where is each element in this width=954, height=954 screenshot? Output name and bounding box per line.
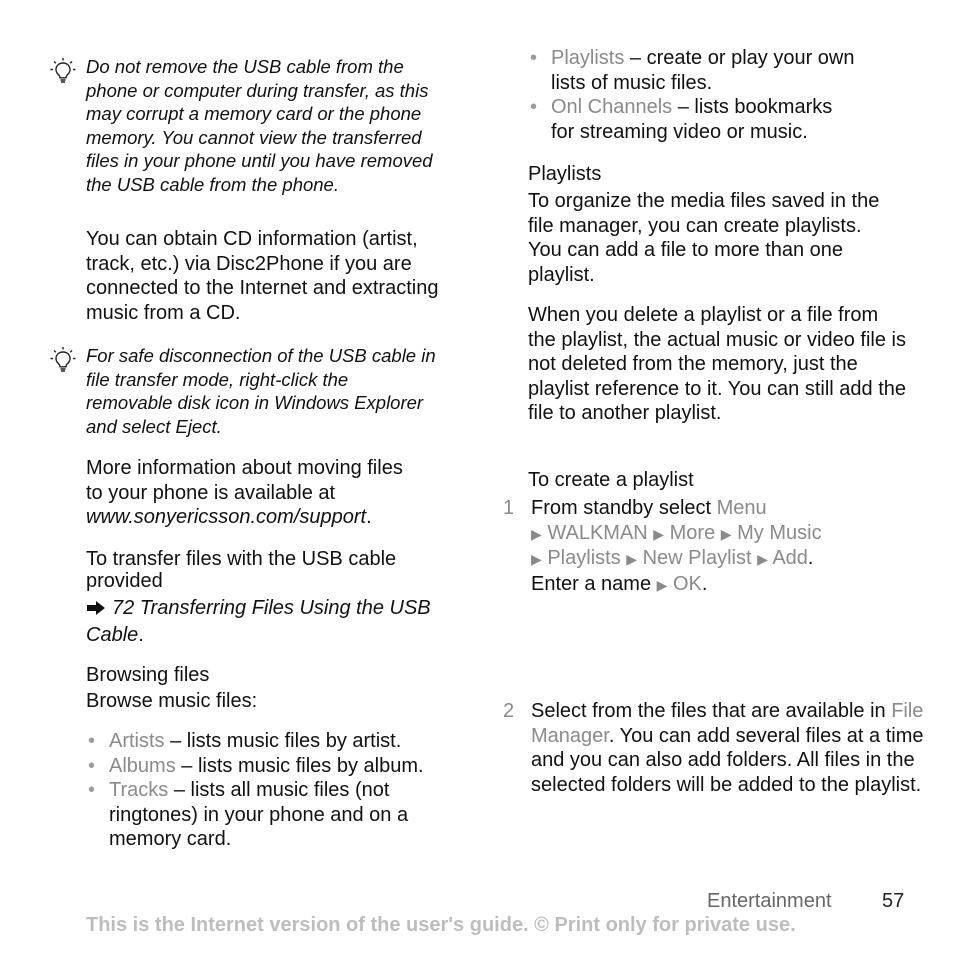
- footer-section-name: Entertainment: [707, 890, 832, 912]
- heading-transfer-usb: To transfer files with the USB cable provided: [86, 548, 397, 592]
- transfer-reference-link[interactable]: 72 Transferring Files Using the USB Cable: [86, 597, 431, 646]
- support-link[interactable]: www.sonyericsson.com/support: [86, 506, 367, 528]
- list-item: [86, 778, 429, 852]
- triangle-right-icon: ▶: [531, 525, 542, 542]
- heading-playlists: Playlists: [528, 163, 602, 185]
- list-item-desc: – lists all music files (not ringtones) in your phone and on a memory card.: [109, 779, 409, 850]
- browse-list-right: [528, 46, 858, 144]
- triangle-right-icon: ▶: [656, 576, 668, 593]
- step-text: From standby select: [531, 497, 717, 519]
- transfer-reference-period: .: [138, 623, 144, 646]
- triangle-right-icon: ▶: [653, 525, 665, 542]
- browse-list-left: [86, 729, 471, 852]
- menu-term-artists: Artists: [109, 730, 165, 752]
- paragraph-more-info: [86, 456, 416, 530]
- list-item: [86, 754, 471, 779]
- list-item: [528, 95, 858, 144]
- step-text: . You can add several files at a time and you can also add folders. All files in the selected folders will be added to the playlist.: [531, 724, 924, 796]
- step-period: .: [701, 572, 708, 595]
- menu-term-my-music: My Music: [737, 521, 822, 544]
- tip-safe-disconnect: For safe disconnection of the USB cable in file transfer mode, right-click the removable disk icon in Windows Explorer and select Eject.: [86, 345, 436, 437]
- heading-browsing-files: Browsing files: [86, 664, 210, 686]
- menu-term-onl-channels: Onl Channels: [551, 96, 673, 118]
- menu-term-add: Add: [772, 547, 808, 569]
- triangle-right-icon: ▶: [757, 551, 768, 567]
- right-column: [500, 0, 954, 796]
- browse-intro: Browse music files:: [86, 690, 258, 712]
- tip-usb-cable: Do not remove the USB cable from the phone or computer during transfer, as this may corrupt a memory card or the phone memory. You cannot view the transferred files in your phone until you have removed the USB cable from the phone.: [86, 56, 433, 195]
- reference-transfer: [86, 596, 471, 647]
- more-info-period: .: [366, 506, 372, 528]
- more-info-text: More information about moving files to your phone is available at: [86, 457, 403, 504]
- heading-create-playlist: To create a playlist: [528, 469, 694, 491]
- menu-term-playlists-step: Playlists: [547, 547, 621, 569]
- step-number: 1: [503, 497, 515, 519]
- step-period: .: [807, 547, 814, 569]
- menu-term-playlists: Playlists: [551, 47, 625, 69]
- menu-term-ok: OK: [672, 572, 702, 595]
- footer-notice: This is the Internet version of the user's guide. © Print only for private use.: [86, 914, 796, 936]
- menu-term-walkman: WALKMAN: [547, 521, 648, 544]
- paragraph-disc2phone: You can obtain CD information (artist, track, etc.) via Disc2Phone if you are connected to the Internet and extracting music from a CD.: [86, 228, 439, 324]
- list-item-desc: – lists music files by album.: [175, 754, 424, 777]
- menu-term-menu: Menu: [716, 497, 767, 519]
- step-2: [503, 699, 941, 797]
- lightbulb-icon: [48, 56, 78, 86]
- paragraph-playlists-delete: When you delete a playlist or a file from the playlist, the actual music or video file is not deleted from the memory, just the playlist reference to it. You can still add the file to another playlist.: [528, 304, 907, 424]
- step-text: Enter a name: [531, 572, 657, 595]
- step-1: [503, 496, 951, 597]
- list-item: [86, 729, 471, 754]
- arrow-right-icon: [86, 598, 106, 623]
- triangle-right-icon: ▶: [720, 525, 732, 542]
- menu-term-more: More: [669, 521, 716, 544]
- menu-term-new-playlist: New Playlist: [642, 547, 752, 569]
- lightbulb-icon: [48, 345, 78, 375]
- step-number: 2: [503, 700, 515, 722]
- step-text: Select from the files that are available in: [531, 700, 892, 722]
- paragraph-playlists-organize: To organize the media files saved in the file manager, you can create playlists. You can add a file to more than one playlist.: [528, 190, 880, 286]
- list-item: [528, 46, 858, 95]
- list-item-desc: – create or play your own lists of music files.: [551, 47, 855, 94]
- menu-term-file-manager: File Manager: [531, 700, 924, 747]
- triangle-right-icon: ▶: [626, 551, 638, 567]
- triangle-right-icon: ▶: [531, 551, 542, 567]
- menu-term-tracks: Tracks: [109, 779, 169, 801]
- menu-term-albums: Albums: [109, 754, 176, 777]
- list-item-desc: – lists music files by artist.: [164, 730, 402, 752]
- page-number: 57: [882, 890, 905, 912]
- list-item-desc: – lists bookmarks for streaming video or music.: [551, 96, 833, 143]
